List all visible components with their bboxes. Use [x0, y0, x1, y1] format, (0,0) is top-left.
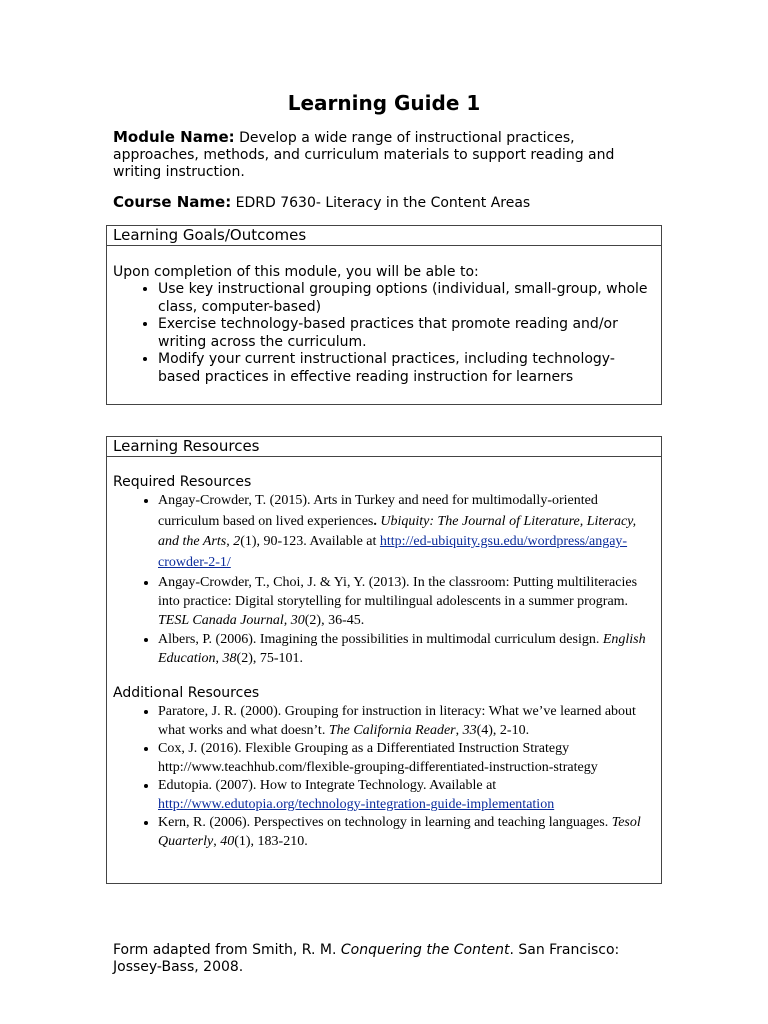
resource-item: • Kern, R. (2006). Perspectives on technology in learning and teaching languages. Tesol Quarterly, 40(1), 183-210. — [158, 814, 661, 851]
module-name-text: Develop a wide range of instructional practices, approaches, methods, and curriculum materials to support reading and writing instruction. — [113, 130, 615, 180]
resource-item: • Angay-Crowder, T. (2015). Arts in Turkey and need for multimodally-oriented curriculum based on lived experiences. Ubiquity: The Journal of Literature, Literacy, and the Arts, 2(1), 90-123. Available at http://ed-ubiquity.gsu.edu/wordpress/angay-crowder-2-1/ — [158, 491, 661, 573]
goals-intro: Upon completion of this module, you will be able to: — [113, 264, 479, 280]
goal-item: • Use key instructional grouping options (individual, small-group, whole class, computer-based) — [158, 281, 661, 316]
required-resources-list — [107, 491, 661, 668]
footer-note: Form adapted from Smith, R. M. Conquering the Content. San Francisco: Jossey-Bass, 2008. — [113, 942, 620, 975]
additional-resources-heading: Additional Resources — [113, 685, 260, 701]
page-title: Learning Guide 1 — [287, 91, 481, 115]
resource-item: • Paratore, J. R. (2000). Grouping for instruction in literacy: What we’ve learned about what works and what doesn’t. The California Reader, 33(4), 2-10. — [158, 702, 661, 740]
required-resources-heading: Required Resources — [113, 474, 252, 490]
module-name-label: Module Name: — [113, 128, 235, 146]
resource-item: • Angay-Crowder, T., Choi, J. & Yi, Y. (2013). In the classroom: Putting multiliteracies into practice: Digital storytelling for multilingual adolescents in a summer program. TESL Canada Journal, 30(2), 36-45. — [158, 573, 661, 630]
module-name — [113, 129, 653, 181]
resource-item: • Albers, P. (2006). Imagining the possibilities in multimodal curriculum design. English Education, 38(2), 75-101. — [158, 630, 661, 668]
learning-resources-heading: Learning Resources — [107, 437, 661, 457]
course-name — [113, 194, 653, 212]
ubiquity-link[interactable]: http://ed-ubiquity.gsu.edu/wordpress/angay-crowder-2-1/ — [158, 534, 628, 570]
course-name-text: EDRD 7630- Literacy in the Content Areas — [231, 195, 531, 211]
goal-item: • Exercise technology-based practices that promote reading and/or writing across the curriculum. — [158, 316, 661, 351]
edutopia-link[interactable]: http://www.edutopia.org/technology-integration-guide-implementation — [158, 796, 555, 812]
goal-item: • Modify your current instructional practices, including technology-based practices in effective reading instruction for learners — [158, 351, 661, 386]
resource-item: • Cox, J. (2016). Flexible Grouping as a Differentiated Instruction Strategy http://www.teachhub.com/flexible-grouping-differentiated-instruction-strategy — [158, 740, 661, 777]
learning-resources-box — [106, 436, 662, 884]
learning-goals-heading: Learning Goals/Outcomes — [107, 226, 661, 246]
course-name-label: Course Name: — [113, 193, 232, 211]
resource-item: • Edutopia. (2007). How to Integrate Technology. Available at http://www.edutopia.org/technology-integration-guide-implementation — [158, 777, 661, 814]
goals-list — [107, 281, 661, 386]
learning-goals-box — [106, 225, 662, 405]
additional-resources-list — [107, 702, 661, 851]
